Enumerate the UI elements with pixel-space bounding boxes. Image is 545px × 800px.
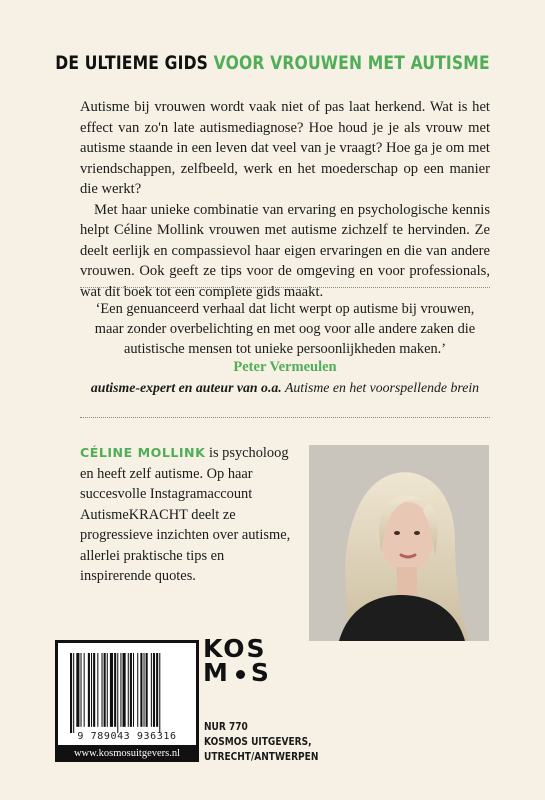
publisher-name: KOSMOS UITGEVERS, [204,736,312,748]
author-photo [309,445,489,641]
headline-part-2: VOOR VROUWEN MET AUTISME [213,52,490,74]
nur-code: NUR 770 [204,721,248,733]
divider-bottom [80,417,490,418]
logo-line-1: KOS [203,634,267,663]
divider-top [80,287,490,288]
kosmos-logo [203,634,271,687]
quote-author: Peter Vermeulen [233,359,337,375]
headline-part-1: DE ULTIEME GIDS [55,52,209,74]
quote-author-role [80,380,490,396]
review-quote: ‘Een genuanceerd verhaal dat licht werpt op autisme bij vrouwen, maar zonder overbelichting en met oog voor alle andere zaken die autistische mensen tot unieke persoonlijkheden maken.’ [94,301,476,357]
blurb [80,97,490,302]
author-bio-text: is psycholoog en heeft zelf autisme. Op haar succesvolle Instagramaccount AutismeKRACHT deelt ze progressieve inzichten over autisme, allerlei praktische tips en inspirerende quotes. [80,445,291,584]
quote-role-book-title: Autisme en het voorspellende brein [284,380,480,395]
logo-dot-icon [236,670,245,679]
quote-role-description: autisme-expert en auteur van o.a. [90,380,282,395]
logo-letter-s: S [250,658,271,687]
author-name: CÉLINE MOLLINK [80,445,206,460]
headline [49,52,496,74]
publisher-city: UTRECHT/ANTWERPEN [204,751,319,763]
author-portrait-illustration [309,445,489,641]
isbn-number: 9 789043 936316 [77,731,177,742]
barcode-bars [70,653,185,733]
publisher-info [204,720,318,765]
blurb-paragraph-2: Met haar unieke combinatie van ervaring en psychologische kennis helpt Céline Mollink vrouwen met autisme zichzelf te hervinden. Ze deelt eerlijk en compassievol haar eigen ervaringen en die van andere vrouwen. Ook geeft ze tips voor de omgeving en voor professionals, wat dit boek tot een complete gids maakt. [80,201,490,300]
logo-line-2 [203,658,271,687]
author-bio [80,443,298,587]
blurb-paragraph-1: Autisme bij vrouwen wordt vaak niet of pas laat herkend. Wat is het effect van zo'n late autismediagnose? Hoe houd je je als vrouw met autisme staande in een leven dat veel van je vraagt? Hoe ga je om met vriendschappen, zelfbeeld, werk en het moederschap op een manier die werkt? [80,99,490,197]
barcode [55,640,199,748]
website-url: www.kosmosuitgevers.nl [55,746,199,762]
logo-letter-m: M [203,658,230,687]
